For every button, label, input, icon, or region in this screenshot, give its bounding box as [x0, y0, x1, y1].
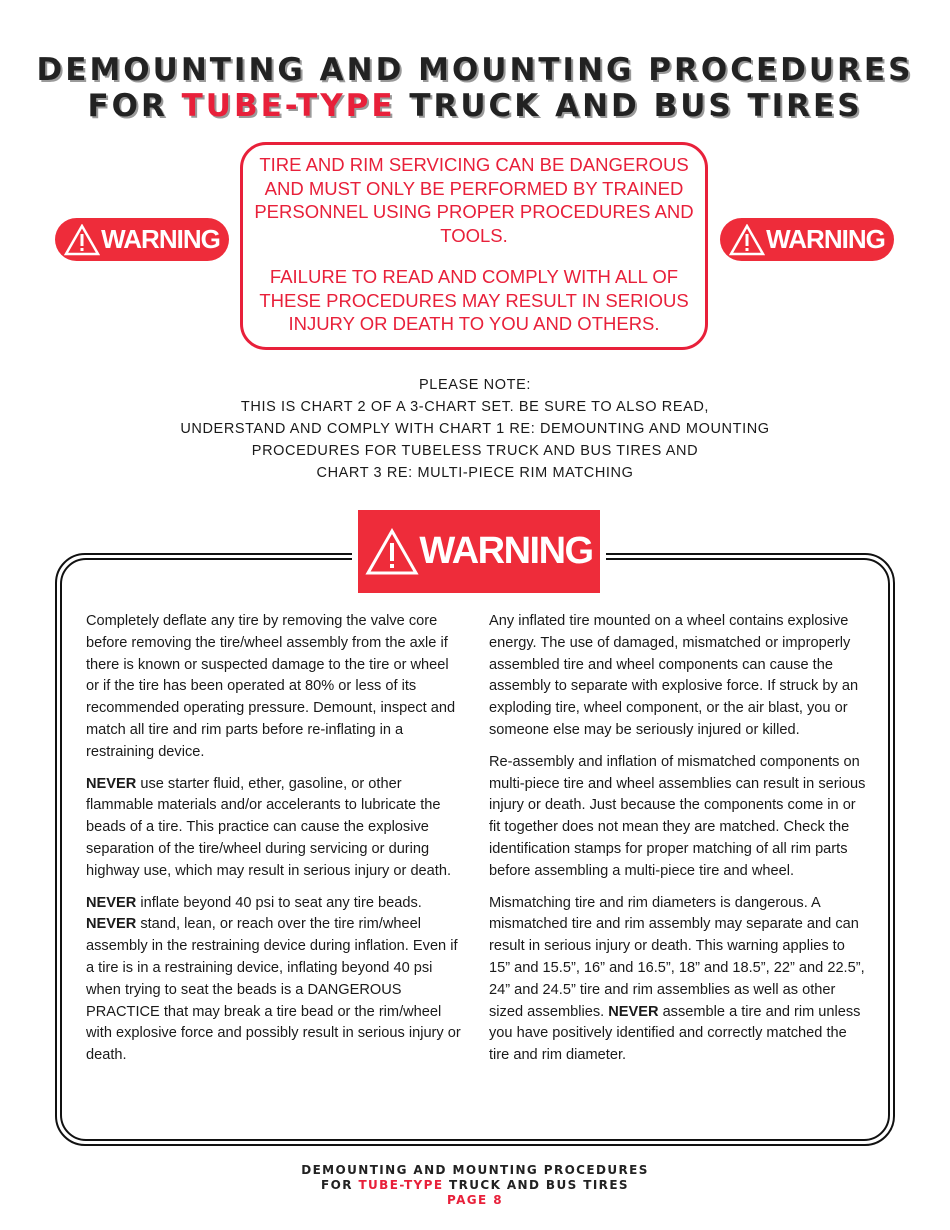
danger-notice-box: [240, 142, 708, 350]
right-paragraph-1: Any inflated tire mounted on a wheel contains explosive energy. The use of damaged, mismatched or improperly assembled tire and wheel components can cause the assembly to separate with explosive force. If struck by an exploding tire, wheel component, or the air blast, you or someone else may be seriously injured or killed.: [489, 613, 859, 738]
left-paragraph-3-text-b: stand, lean, or reach over the tire rim/wheel assembly in the restraining device during inflation. Even if a tire is in a restraining device, inflating beyond 40 psi when trying to seat the beads is a DANGEROUS PRACTICE that may break a tire bead or the rim/wheel with explosive force and possibly result in serious injury or death.: [86, 916, 461, 1064]
never-label: NEVER: [86, 894, 137, 911]
note-line: PLEASE NOTE:: [419, 377, 531, 393]
note-line: THIS IS CHART 2 OF A 3-CHART SET. BE SURE TO ALSO READ,: [240, 399, 710, 415]
never-label: NEVER: [608, 1003, 659, 1020]
footer-line-2: [0, 1178, 950, 1193]
footer-line-2-pre: FOR: [321, 1178, 359, 1192]
footer-line-1: DEMOUNTING AND MOUNTING PROCEDURES: [301, 1163, 649, 1177]
never-label: NEVER: [86, 916, 137, 933]
main-warning-label: WARNING: [419, 530, 593, 572]
warning-badge-label: WARNING: [766, 224, 885, 254]
footer-tube-type: TUBE-TYPE: [358, 1178, 444, 1192]
note-line: CHART 3 RE: MULTI-PIECE RIM MATCHING: [316, 465, 634, 481]
footer-line-2-post: TRUCK AND BUS TIRES: [443, 1178, 629, 1192]
title-line-2: [0, 88, 950, 124]
title-line-2-post: TRUCK AND BUS TIRES: [395, 88, 863, 124]
main-warning-banner: [358, 510, 600, 593]
please-note-block: [0, 374, 950, 484]
page-title: [0, 52, 950, 124]
left-paragraph-1: Completely deflate any tire by removing the valve core before removing the tire/wheel assembly from the axle if there is known or suspected damage to the tire or wheel or if the tire has been operated at 80% or less of its recommended operating pressure. Demount, inspect and match all tire and rim parts before re-inflating in a restraining device.: [86, 613, 456, 760]
warning-badge-left: [55, 218, 229, 261]
left-paragraph-2: [86, 774, 464, 883]
left-paragraph-3: [86, 893, 464, 1067]
title-line-1: DEMOUNTING AND MOUNTING PROCEDURES: [36, 52, 914, 88]
body-column-left: [86, 611, 464, 1077]
right-paragraph-3-text-a: Mismatching tire and rim diameters is dangerous. A mismatched tire and rim assembly may separate and can result in serious injury or death. This warning applies to 15” and 15.5”, 16” and 16.5”, 18” and 18.5”, 22” and 22.5”, 24” and 24.5” tire and rim assemblies as well as other sized assemblies.: [489, 894, 865, 1020]
warning-triangle-icon: [365, 528, 419, 576]
note-line: UNDERSTAND AND COMPLY WITH CHART 1 RE: DEMOUNTING AND MOUNTING: [180, 421, 770, 437]
warning-badge-right: [720, 218, 894, 261]
warning-triangle-icon: [729, 224, 765, 256]
page-number: PAGE 8: [447, 1193, 503, 1207]
title-tube-type: TUBE-TYPE: [181, 88, 396, 124]
left-paragraph-3-text-a: inflate beyond 40 psi to seat any tire beads.: [136, 894, 422, 911]
danger-paragraph-2: FAILURE TO READ AND COMPLY WITH ALL OF THESE PROCEDURES MAY RESULT IN SERIOUS INJURY OR DEATH TO YOU AND OTHERS.: [259, 266, 689, 334]
never-label: NEVER: [86, 775, 137, 792]
right-paragraph-3: [489, 893, 867, 1067]
page-footer: [0, 1163, 950, 1208]
danger-paragraph-1: TIRE AND RIM SERVICING CAN BE DANGEROUS AND MUST ONLY BE PERFORMED BY TRAINED PERSONNEL USING PROPER PROCEDURES AND TOOLS.: [254, 154, 694, 246]
right-paragraph-2: Re-assembly and inflation of mismatched components on multi-piece tire and wheel assemblies can result in serious injury or death. Just because the components come in or fit together does not mean they are matched. Check the identification stamps for proper matching of all rim parts before assembling a multi-piece tire and wheel.: [489, 753, 866, 879]
warning-badge-label: WARNING: [101, 224, 220, 254]
note-line: PROCEDURES FOR TUBELESS TRUCK AND BUS TIRES AND: [251, 443, 699, 459]
body-column-right: [489, 611, 867, 1077]
title-line-2-pre: FOR: [87, 88, 182, 124]
warning-triangle-icon: [64, 224, 100, 256]
left-paragraph-2-text: use starter fluid, ether, gasoline, or other flammable materials and/or accelerants to lubricate the beads of a tire. This practice can cause the explosive separation of the tire/wheel during servicing or during highway use, which may result in serious injury or death.: [86, 775, 452, 879]
right-paragraph-3-text-b: assemble a tire and rim unless you have positively identified and correctly matched the tire and rim diameter.: [489, 1003, 861, 1064]
